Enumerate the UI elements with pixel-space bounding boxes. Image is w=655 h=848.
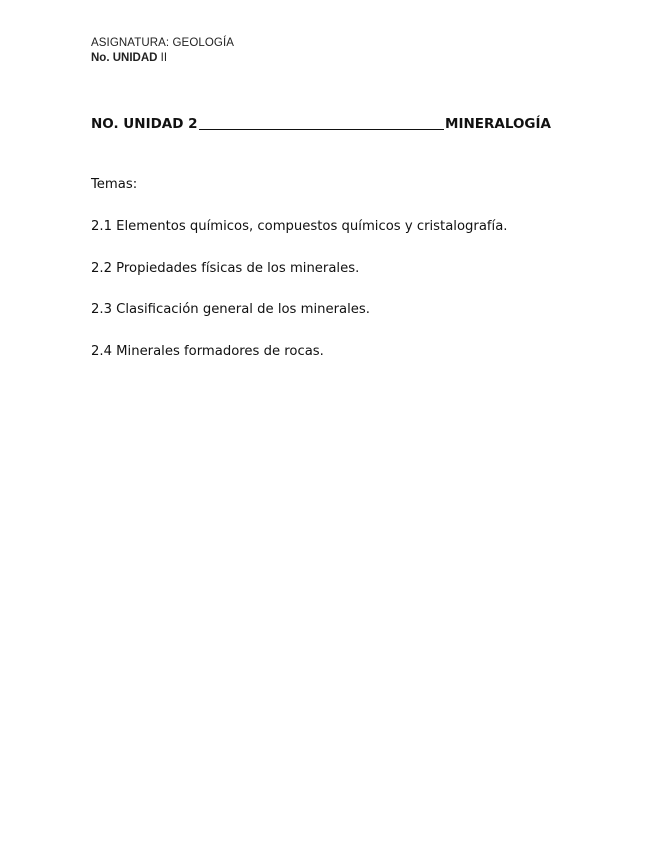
unit-title-prefix: NO. UNIDAD 2 — [91, 116, 198, 132]
page-header — [91, 36, 234, 66]
unit-title-name: MINERALOGÍA — [445, 116, 551, 132]
unit-line — [91, 51, 234, 66]
topics-section — [91, 176, 507, 384]
unit-label: No. UNIDAD — [91, 52, 158, 64]
unit-title — [91, 115, 551, 133]
topic-item: 2.3 Clasificación general de los minerales. — [91, 302, 370, 317]
title-underline-rule — [199, 129, 444, 130]
topics-heading: Temas: — [91, 177, 138, 192]
topic-item: 2.2 Propiedades físicas de los minerales. — [91, 260, 360, 276]
unit-value: II — [160, 52, 168, 64]
subject-label: ASIGNATURA: GEOLOGÍA — [91, 37, 235, 49]
topic-item: 2.4 Minerales formadores de rocas. — [91, 343, 324, 359]
topic-item: 2.1 Elementos químicos, compuestos químicos y cristalografía. — [91, 219, 508, 234]
